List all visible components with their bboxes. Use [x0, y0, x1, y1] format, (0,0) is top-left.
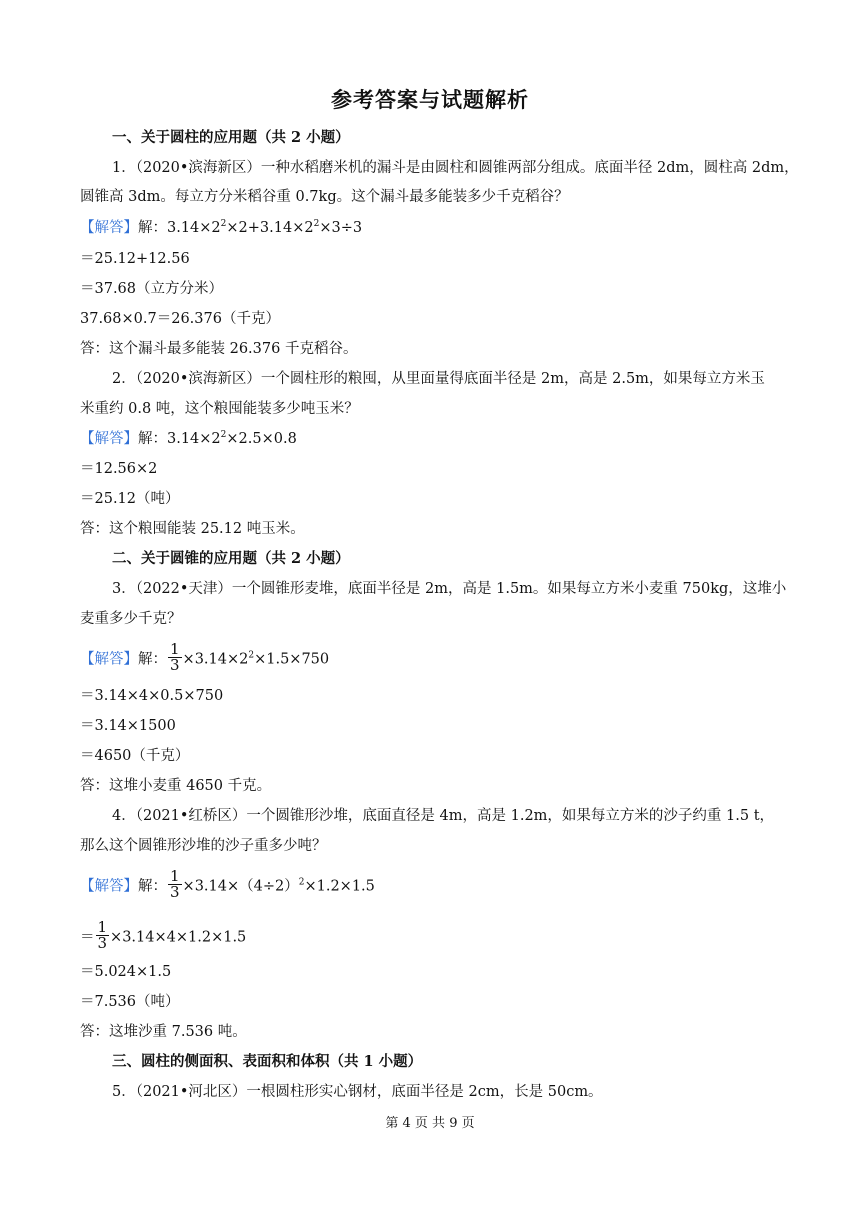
- answer-3-line: [80, 640, 788, 675]
- answer-4-step-1: [80, 918, 788, 953]
- question-4-line-2: 那么这个圆锥形沙堆的沙子重多少吨？: [80, 838, 327, 854]
- answer-3-step-2: ＝3.14×1500: [80, 718, 176, 734]
- answer-1-step-1: ＝25.12+12.56: [80, 251, 190, 267]
- fraction: [96, 920, 110, 951]
- section-heading-2: 二、关于圆锥的应用题（共 2 小题）: [112, 550, 350, 567]
- answer-2-step-1: ＝12.56×2: [80, 461, 158, 477]
- answer-2-step-2: ＝25.12（吨）: [80, 491, 180, 507]
- answer-tag: 【解答】: [80, 431, 138, 447]
- question-1-line-2: 圆锥高 3dm。每立方分米稻谷重 0.7kg。这个漏斗最多能装多少千克稻谷？: [80, 189, 569, 205]
- question-3-line-1: 3．（2022•天津）一个圆锥形麦堆，底面半径是 2m，高是 1.5m。如果每立方米小麦重 750kg，这堆小: [112, 581, 787, 597]
- page-title: 参考答案与试题解析: [331, 87, 529, 112]
- answer-3-step-1: ＝3.14×4×0.5×750: [80, 688, 224, 704]
- answer-tag: 【解答】: [80, 220, 138, 236]
- fraction-denominator: 3: [170, 656, 180, 674]
- fraction: [168, 869, 182, 900]
- answer-3-step-3: ＝4650（千克）: [80, 748, 190, 764]
- answer-2-conclusion: 答：这个粮囤能装 25.12 吨玉米。: [80, 521, 305, 537]
- question-3-line-2: 麦重多少千克？: [80, 611, 182, 627]
- answer-1-step-3: 37.68×0.7＝26.376（千克）: [80, 311, 280, 327]
- exponent: 2: [220, 219, 227, 229]
- fraction: [168, 642, 182, 673]
- formula-part: ＝: [80, 929, 95, 946]
- formula-part: ×1.5×750: [254, 651, 330, 668]
- formula-part: ×2.5×0.8: [226, 431, 297, 447]
- answer-4-step-2: ＝5.024×1.5: [80, 964, 172, 980]
- formula-part: ×3.14×2: [182, 651, 249, 668]
- answer-4-conclusion: 答：这堆沙重 7.536 吨。: [80, 1024, 247, 1040]
- question-1-line-1: 1．（2020•滨海新区）一种水稻磨米机的漏斗是由圆柱和圆锥两部分组成。底面半径 2dm，圆柱高 2dm，: [112, 160, 799, 176]
- formula-part: ×3.14×4×1.2×1.5: [110, 929, 247, 946]
- exponent: 2: [298, 877, 305, 888]
- formula-part: 3.14×2: [167, 220, 221, 236]
- answer-1-line: [80, 218, 788, 238]
- solution-label: 解：: [138, 220, 167, 236]
- fraction-numerator: 1: [97, 918, 108, 936]
- answer-tag: 【解答】: [80, 651, 138, 668]
- answer-3-conclusion: 答：这堆小麦重 4650 千克。: [80, 778, 272, 794]
- exponent: 2: [220, 430, 227, 440]
- question-5-line-1: 5．（2021•河北区）一根圆柱形实心钢材，底面半径是 2cm，长是 50cm。: [112, 1084, 603, 1100]
- formula-part: ×1.2×1.5: [304, 878, 375, 895]
- section-heading-1: 一、关于圆柱的应用题（共 2 小题）: [112, 129, 350, 146]
- exponent: 2: [248, 650, 255, 661]
- page-footer: 第 4 页 共 9 页: [385, 1116, 475, 1131]
- answer-tag: 【解答】: [80, 878, 138, 895]
- formula-part: ×3÷3: [319, 220, 363, 236]
- question-2-line-1: 2．（2020•滨海新区）一个圆柱形的粮囤，从里面量得底面半径是 2m，高是 2.5m，如果每立方米玉: [112, 371, 765, 387]
- question-2-line-2: 米重约 0.8 吨，这个粮囤能装多少吨玉米？: [80, 401, 359, 417]
- fraction-numerator: 1: [170, 640, 180, 658]
- answer-2-line: [80, 429, 788, 449]
- question-4-line-1: 4．（2021•红桥区）一个圆锥形沙堆，底面直径是 4m，高是 1.2m，如果每立方米的沙子约重 1.5 t，: [112, 808, 775, 824]
- answer-1-step-2: ＝37.68（立方分米）: [80, 281, 224, 297]
- fraction-numerator: 1: [170, 867, 180, 885]
- formula-part: 3.14×2: [167, 431, 221, 447]
- solution-label: 解：: [138, 878, 167, 895]
- solution-label: 解：: [138, 651, 167, 668]
- section-heading-3: 三、圆柱的侧面积、表面积和体积（共 1 小题）: [112, 1053, 423, 1070]
- solution-label: 解：: [138, 431, 167, 447]
- fraction-denominator: 3: [97, 934, 108, 952]
- formula-part: ×3.14×（4÷2）: [182, 878, 299, 895]
- answer-4-line: [80, 867, 788, 902]
- fraction-denominator: 3: [170, 883, 180, 901]
- formula-part: ×2+3.14×2: [226, 220, 314, 236]
- exponent: 2: [313, 219, 320, 229]
- answer-4-step-3: ＝7.536（吨）: [80, 994, 180, 1010]
- answer-1-conclusion: 答：这个漏斗最多能装 26.376 千克稻谷。: [80, 341, 358, 357]
